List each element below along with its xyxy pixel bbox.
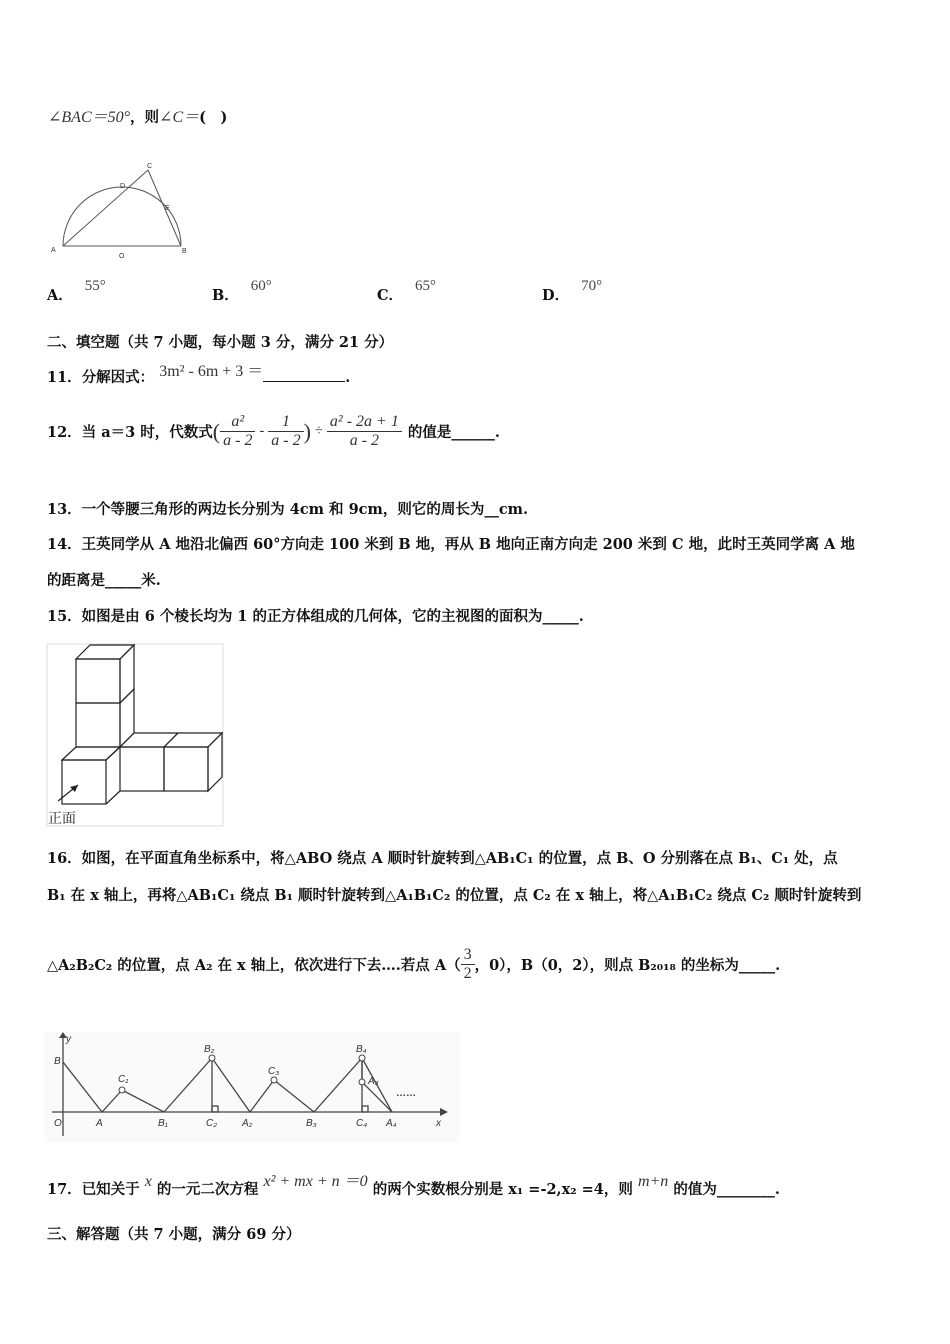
q12-num: 12． <box>47 424 82 441</box>
q10-mid: ，则 <box>130 109 160 126</box>
q16-line1: 16．如图，在平面直角坐标系中，将△ABO 绕点 A 顺时针旋转到△AB₁C₁ 的位置，点 B、O 分别落在点 B₁、C₁ 处，点 <box>47 850 838 867</box>
label-e: E <box>165 205 170 212</box>
q12-minus: - <box>259 423 265 439</box>
cube-top-upper-front <box>76 659 120 703</box>
frac1-den: a - 2 <box>223 432 253 449</box>
cube-top-lower-side <box>120 689 134 747</box>
q12-fraction-2 <box>268 413 303 450</box>
q16-line3a: △A₂B₂C₂ 的位置，点 A₂ 在 x 轴上，依次进行下去….若点 A（ <box>47 957 461 974</box>
frac2-num: 1 <box>268 413 303 432</box>
cube-bottom-back-2 <box>120 747 164 791</box>
frac2-den: a - 2 <box>271 432 301 449</box>
label-ellipsis: …… <box>396 1088 416 1099</box>
q14-line1: 14．王英同学从 A 地沿北偏西 60°方向走 100 米到 B 地，再从 B 地向正南方向走 200 米到 C 地，此时王英同学离 A 地 <box>47 536 855 553</box>
label-a: A <box>96 1118 103 1129</box>
q12-fraction-1 <box>220 413 255 450</box>
option-a-value: 55° <box>84 278 106 294</box>
cube-bottom-front-1 <box>62 760 106 804</box>
q17-expr: m+n <box>637 1173 669 1190</box>
option-d-value: 70° <box>581 278 603 294</box>
frac1-num: a² <box>220 413 255 432</box>
label-a4: A₄ <box>386 1118 397 1129</box>
label-c4: C₄ <box>356 1118 368 1129</box>
cube-edge <box>106 747 120 760</box>
q15: 15．如图是由 6 个棱长均为 1 的正方体组成的几何体，它的主视图的面积为_____. <box>47 608 584 625</box>
label-b4: B₄ <box>356 1044 367 1055</box>
label-b2: B₂ <box>204 1044 215 1055</box>
point-b4 <box>359 1055 365 1061</box>
q17-t1: 已知关于 <box>81 1181 140 1198</box>
label-o: O <box>54 1118 62 1129</box>
option-c-letter: C． <box>377 287 404 304</box>
label-a2: A₂ <box>242 1118 253 1129</box>
label-b3: B₃ <box>306 1118 317 1129</box>
section3-title: 三、解答题（共 7 小题，满分 69 分） <box>47 1226 301 1243</box>
q11-answer-blank[interactable] <box>263 367 345 382</box>
cube-bottom-back-3 <box>164 747 208 791</box>
label-b: B <box>54 1056 61 1067</box>
label-c2: C₂ <box>206 1118 218 1129</box>
q16-frac-num: 3 <box>461 946 475 965</box>
cube-bottom-top-1 <box>62 747 120 760</box>
cube-top-upper-top <box>76 645 134 659</box>
q15-cubes-figure <box>46 643 226 828</box>
label-c3: C₃ <box>268 1066 280 1077</box>
q17-eq: x² + mx + n ＝0 <box>263 1173 368 1190</box>
q11-tail: . <box>345 369 351 386</box>
point-b2 <box>209 1055 215 1061</box>
figure-frame <box>47 644 223 826</box>
q10-given: ∠BAC＝50° <box>48 109 131 126</box>
option-a-letter: A． <box>47 287 73 304</box>
q17-var: x <box>144 1173 152 1190</box>
q16-fraction <box>461 946 475 983</box>
q16-line3b: ，0），B（0，2），则点 B₂₀₁₈ 的坐标为_____. <box>474 957 781 974</box>
point-c1 <box>119 1087 125 1093</box>
option-b-value: 60° <box>250 278 272 294</box>
q11-text: 分解因式： <box>81 369 155 386</box>
q16-line3 <box>47 946 780 983</box>
q10-option-a[interactable] <box>47 278 106 305</box>
q12-text: 当 a＝3 时，代数式 <box>81 424 213 441</box>
cube-top-upper-side <box>120 645 134 703</box>
label-b: B <box>182 248 187 255</box>
q11 <box>47 364 350 387</box>
section2-title: 二、填空题（共 7 小题，每小题 3 分，满分 21 分） <box>47 334 394 351</box>
q12-div: ÷ <box>314 423 323 439</box>
q16-rotation-figure <box>44 1032 460 1142</box>
label-y: y <box>66 1034 71 1045</box>
label-a3: A₃ <box>368 1076 379 1087</box>
label-x: x <box>436 1118 441 1129</box>
frac3-den: a - 2 <box>349 432 380 449</box>
q16-frac-den: 2 <box>463 965 472 982</box>
cube-bottom-top-3 <box>164 733 222 747</box>
label-c1: C₁ <box>118 1074 129 1085</box>
q10-ask: ∠C＝ <box>159 109 200 126</box>
option-d-letter: D． <box>542 287 570 304</box>
q10-stem <box>48 104 227 127</box>
cube-edge-2 <box>106 791 120 804</box>
point-a3 <box>359 1079 365 1085</box>
q12 <box>47 413 500 450</box>
q12-tail: 的值是______. <box>407 424 500 441</box>
q14-line2: 的距离是_____米. <box>47 572 161 589</box>
q13: 13．一个等腰三角形的两边长分别为 4cm 和 9cm，则它的周长为__cm. <box>47 501 529 518</box>
q17-t3: 的两个实数根分别是 x₁ =-2,x₂ =4，则 <box>372 1181 633 1198</box>
q17-t2: 的一元二次方程 <box>156 1181 259 1198</box>
cube-bottom-side-3 <box>208 733 222 791</box>
option-c-value: 65° <box>415 278 437 294</box>
label-a: A <box>51 247 56 254</box>
label-d: D <box>120 183 126 190</box>
q17 <box>47 1173 780 1199</box>
label-c: C <box>147 163 153 170</box>
q10-semicircle-figure <box>45 160 195 260</box>
label-o: O <box>119 253 125 260</box>
q12-lparen: ( <box>212 418 221 444</box>
semicircle-arc <box>63 187 181 246</box>
cube-top-lower-front <box>76 703 120 747</box>
label-b1: B₁ <box>158 1118 168 1129</box>
q10-option-c[interactable] <box>377 278 437 305</box>
option-b-letter: B． <box>212 287 239 304</box>
q10-option-b[interactable] <box>212 278 272 305</box>
q12-fraction-3 <box>327 413 402 450</box>
q17-num: 17． <box>47 1181 82 1198</box>
q10-paren: ( ) <box>199 109 228 126</box>
q16-line2: B₁ 在 x 轴上，再将△AB₁C₁ 绕点 B₁ 顺时针旋转到△A₁B₁C₂ 的位置，点 C₂ 在 x 轴上，将△A₁B₁C₂ 绕点 C₂ 顺时针旋转到 <box>47 887 862 904</box>
cube-bottom-top-2 <box>120 733 178 747</box>
q10-option-d[interactable] <box>542 278 603 305</box>
frac3-num: a² - 2a + 1 <box>327 413 402 432</box>
q11-num: 11． <box>47 369 82 386</box>
q11-expr: 3m² - 6m + 3 ＝ <box>159 363 264 380</box>
segment-ac <box>63 170 148 246</box>
point-c3 <box>271 1077 277 1083</box>
q12-rparen: ) <box>303 418 311 444</box>
q17-t4: 的值为________. <box>673 1181 780 1198</box>
front-label: 正面 <box>48 811 76 827</box>
